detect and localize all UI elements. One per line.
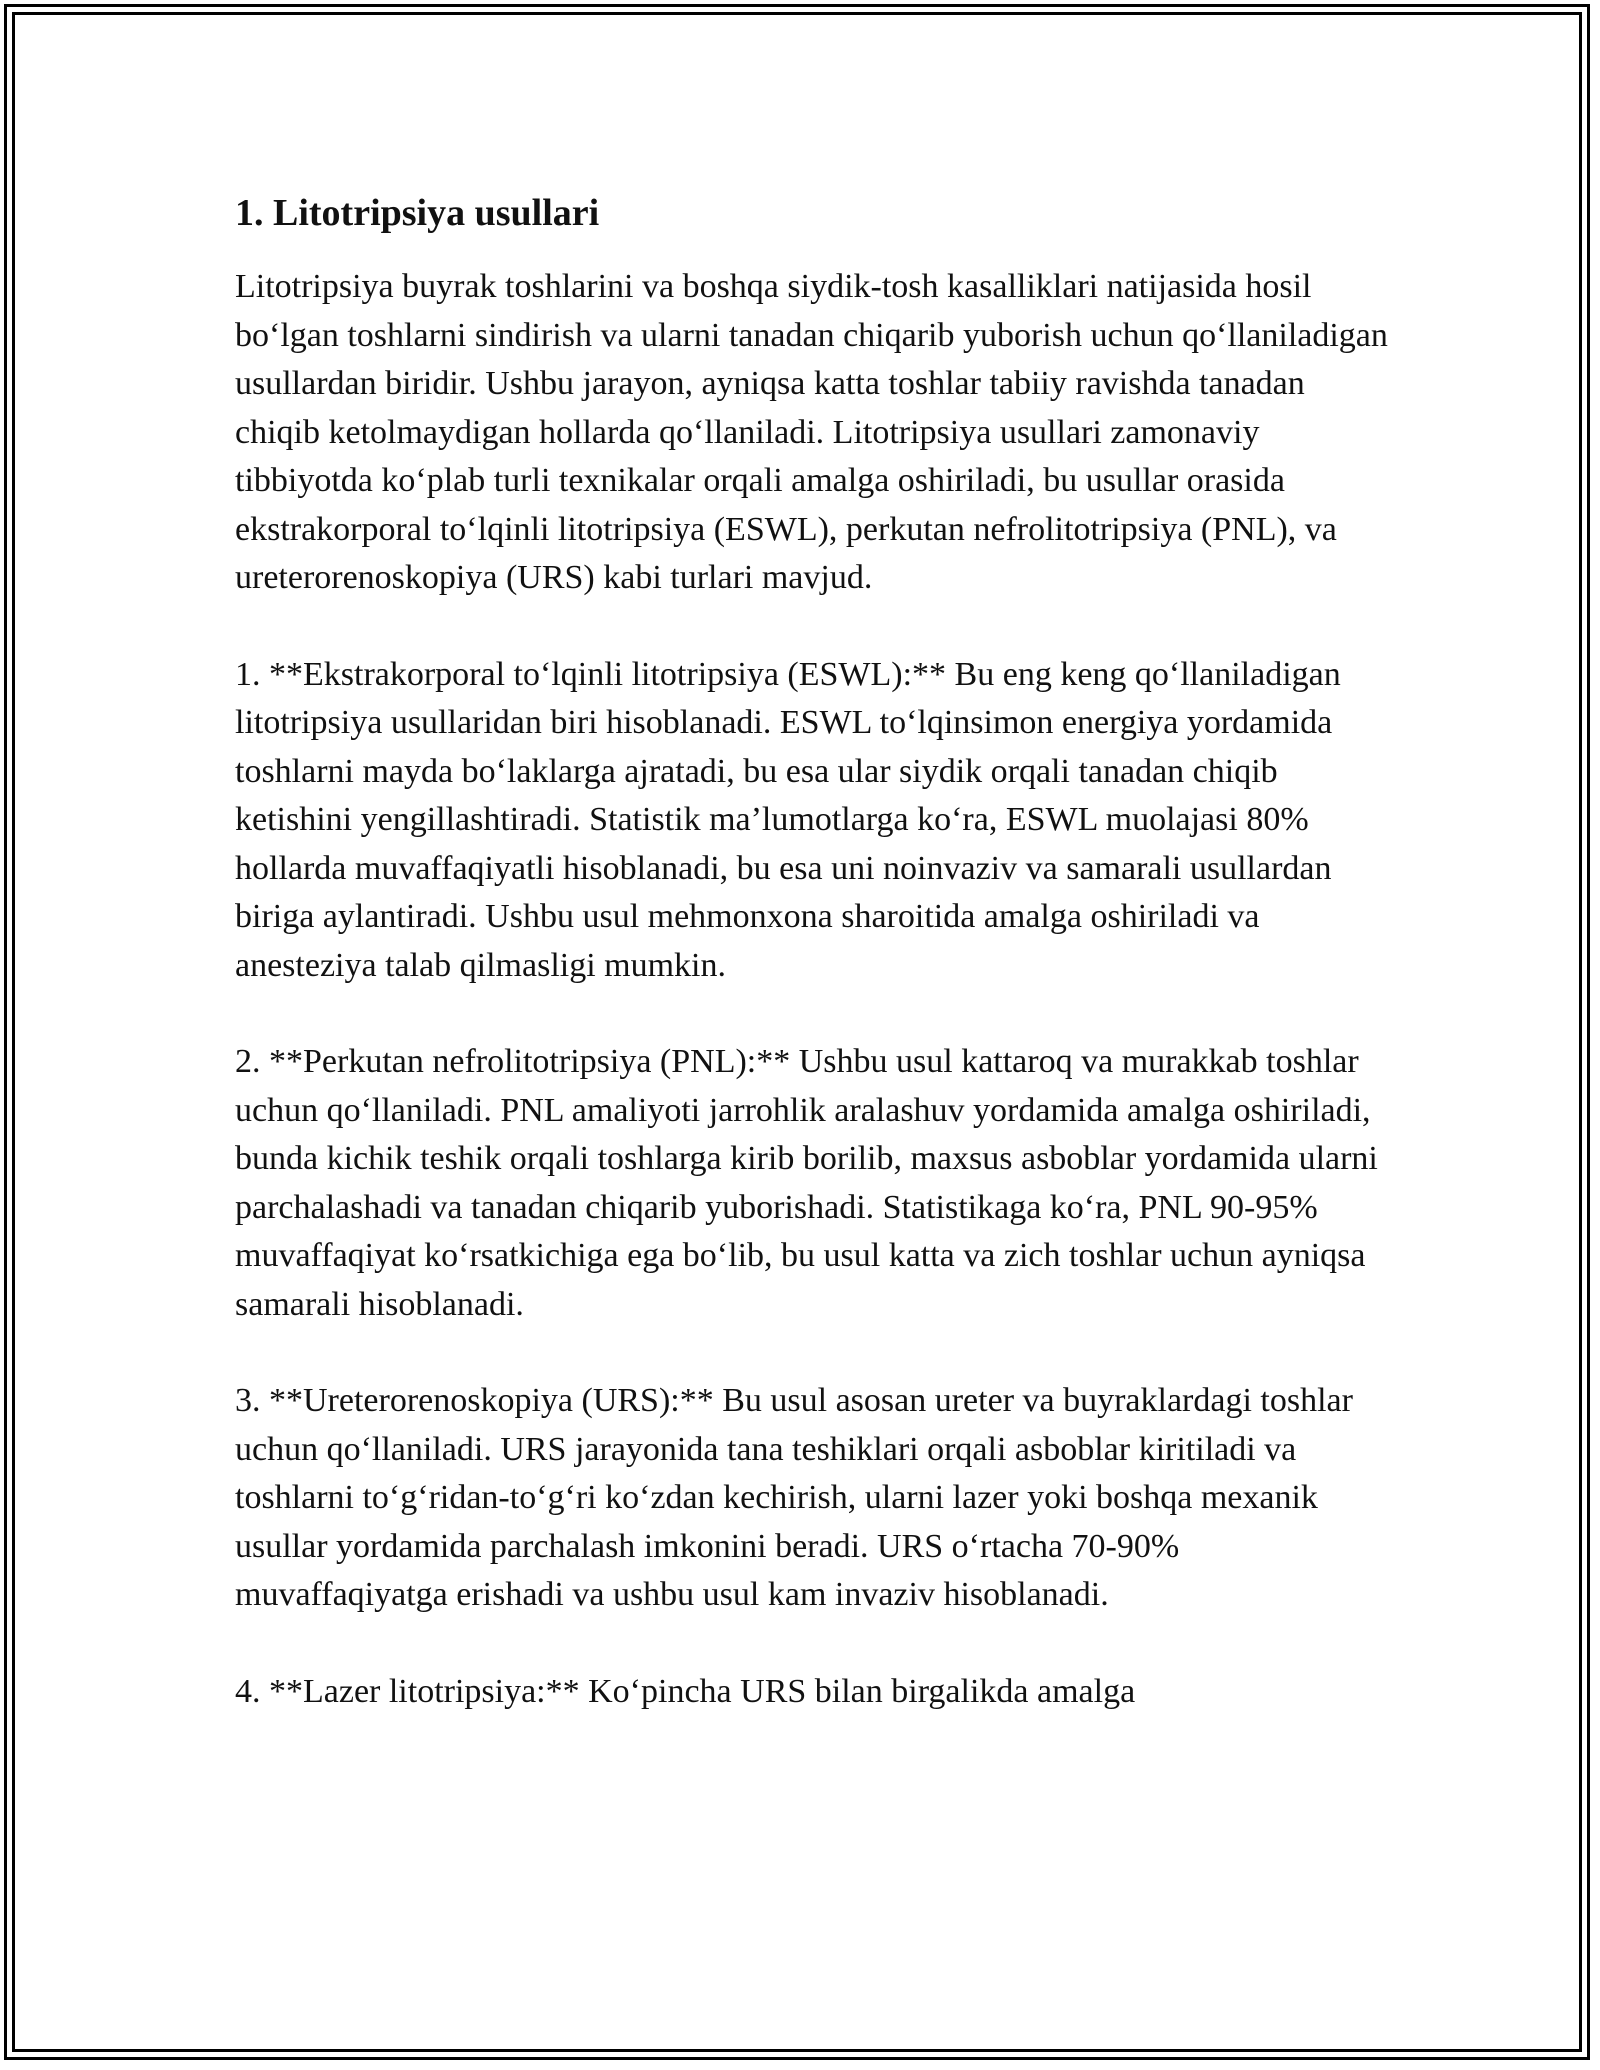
- document-body: [235, 185, 1390, 1764]
- pnl-paragraph: 2. **Perkutan nefrolitotripsiya (PNL):** Ushbu usul kattaroq va murakkab toshlar uchun qo‘llaniladi. PNL amaliyoti jarrohlik aralashuv yordamida amalga oshiriladi, bunda kichik teshik orqali toshlarga kirib borilib, maxsus asboblar yordamida ularni parchalashadi va tanadan chiqarib yuborishadi. Statistikaga ko‘ra, PNL 90-95% muvaffaqiyat ko‘rsatkichiga ega bo‘lib, bu usul katta va zich toshlar uchun ayniqsa samarali hisoblanadi.: [235, 1043, 1378, 1323]
- section-heading: 1. Litotripsiya usullari: [235, 192, 600, 234]
- intro-paragraph: Litotripsiya buyrak toshlarini va boshqa siydik-tosh kasalliklari natijasida hosil bo‘lgan toshlarni sindirish va ularni tanadan chiqarib yuborish uchun qo‘llaniladigan usullardan biridir. Ushbu jarayon, ayniqsa katta toshlar tabiiy ravishda tanadan chiqib ketolmaydigan hollarda qo‘llaniladi. Litotripsiya usullari zamonaviy tibbiyotda ko‘plab turli texnikalar orqali amalga oshiriladi, bu usullar orasida ekstrakorporal to‘lqinli litotripsiya (ESWL), perkutan nefrolitotripsiya (PNL), va ureterorenoskopiya (URS) kabi turlari mavjud.: [235, 268, 1388, 596]
- urs-paragraph: 3. **Ureterorenoskopiya (URS):** Bu usul asosan ureter va buyraklardagi toshlar uchun qo‘llaniladi. URS jarayonida tana teshiklari orqali asboblar kiritiladi va toshlarni to‘g‘ridan-to‘g‘ri ko‘zdan kechirish, ularni lazer yoki boshqa mexanik usullar yordamida parchalash imkonini beradi. URS o‘rtacha 70-90% muvaffaqiyatga erishadi va ushbu usul kam invaziv hisoblanadi.: [235, 1382, 1353, 1613]
- eswl-paragraph: 1. **Ekstrakorporal to‘lqinli litotripsiya (ESWL):** Bu eng keng qo‘llaniladigan litotripsiya usullaridan biri hisoblanadi. ESWL to‘lqinsimon energiya yordamida toshlarni mayda bo‘laklarga ajratadi, bu esa ular siydik orqali tanadan chiqib ketishini yengillashtiradi. Statistik ma’lumotlarga ko‘ra, ESWL muolajasi 80% hollarda muvaffaqiyatli hisoblanadi, bu esa uni noinvaziv va samarali usullardan biriga aylantiradi. Ushbu usul mehmonxona sharoitida amalga oshiriladi va anesteziya talab qilmasligi mumkin.: [235, 655, 1341, 984]
- laser-paragraph: 4. **Lazer litotripsiya:** Ko‘pincha URS bilan birgalikda amalga: [235, 1672, 1136, 1710]
